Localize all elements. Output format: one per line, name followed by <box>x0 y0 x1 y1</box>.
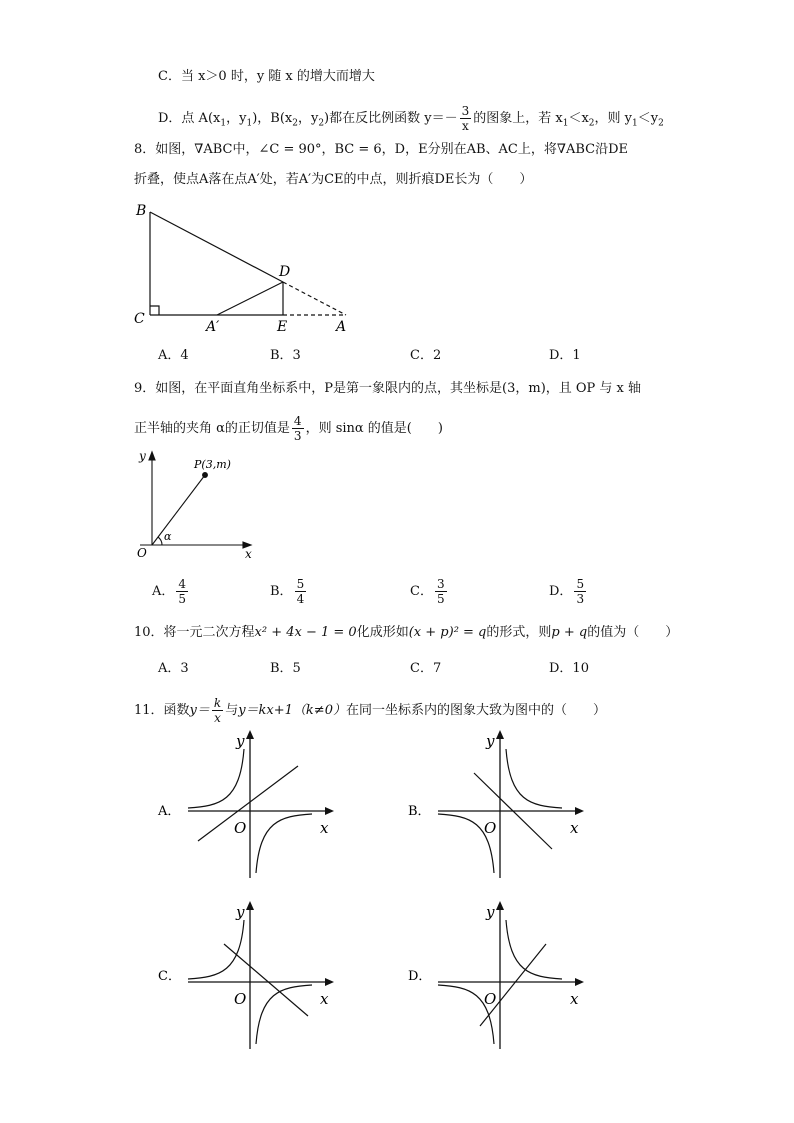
q11-stem: 11．函数y＝ $\frac{k}{x}$ 与y＝kx+1（k≠0）在同一坐标系内的图象大致为图中的（ ） <box>134 696 606 725</box>
q11-graph-d-hyperbola-right <box>506 920 562 979</box>
q11-graph-b-y-label: y <box>486 732 495 750</box>
q11-graph-b-o-label: O <box>484 819 497 837</box>
q11-graph-c-hyperbola-right <box>256 985 312 1044</box>
q9-option-c: C． $\frac{3}{5}$ <box>410 577 445 606</box>
q11-graph-d-x-label: x <box>570 990 579 1008</box>
q10-option-d: D．10 <box>549 661 589 676</box>
q11-graph-a-hyperbola-right <box>256 814 312 873</box>
q11-graph-c <box>188 901 334 1049</box>
q11-graph-b <box>438 730 584 878</box>
q9-option-b: B． $\frac{5}{4}$ <box>270 577 305 606</box>
q8-option-b: B．3 <box>270 348 301 363</box>
q9-label-p: P(3,m) <box>194 458 231 471</box>
q11-graph-d-y-label: y <box>486 903 495 921</box>
q8-option-d: D．1 <box>549 348 581 363</box>
q11-option-d-letter: D． <box>408 969 432 984</box>
fraction-3-over-x: $\frac{3}{x}$ <box>461 104 470 133</box>
q7-option-d: D．点 $A(x_1$，$y_1$)，$B(x_2$，$y_2$)都在反比例函数 y＝－ $\frac{3}{x}$ 的图象上，若 $x_1<x_2$，则 $y_1<y_2$ <box>158 104 664 133</box>
q11-graph-d-o-label: O <box>484 990 497 1008</box>
q8-label-d: D <box>279 264 291 280</box>
q11-graph-b-x-label: x <box>570 819 579 837</box>
q8-option-a: A．4 <box>158 348 189 363</box>
fraction-4-over-3: $\frac{4}{3}$ <box>293 414 302 443</box>
q11-graph-a-o-label: O <box>234 819 247 837</box>
q11-graph-d <box>438 901 584 1049</box>
q11-option-c-letter: C． <box>158 969 181 984</box>
q11-option-a-letter: A． <box>158 804 181 819</box>
q10-option-a: A．3 <box>158 661 189 676</box>
q8-label-c: C <box>134 311 145 327</box>
q9-label-x: x <box>245 547 252 561</box>
q11-graph-b-hyperbola-right <box>506 749 562 808</box>
q11-graph-d-line <box>480 944 546 1026</box>
q8-option-c: C．2 <box>410 348 442 363</box>
q9-stem-line2: 正半轴的夹角 α的正切值是 $\frac{4}{3}$ ，则 sinα 的值是( ) <box>134 414 443 443</box>
q11-graph-a <box>188 730 334 878</box>
q8-stem-line1: 8．如图，∇ABC中，∠C = 90°，BC = 6，D，E分别在AB、AC上，将∇ABC沿DE <box>134 142 628 157</box>
q11-graph-c-o-label: O <box>234 990 247 1008</box>
q11-option-b-letter: B． <box>408 804 431 819</box>
q10-option-b: B．5 <box>270 661 301 676</box>
q7-option-c: C．当 x＞0 时，y 随 x 的增大而增大 <box>158 69 375 84</box>
q11-graph-a-y-label: y <box>236 732 245 750</box>
q10-stem: 10．将一元二次方程x² + 4x − 1 = 0化成形如(x + p)² = q的形式，则p + q的值为（ ） <box>134 625 679 640</box>
q9-stem-line1: 9．如图，在平面直角坐标系中，P是第一象限内的点，其坐标是(3，m)，且 OP 与 x 轴 <box>134 381 642 396</box>
q11-graph-a-line <box>198 766 298 841</box>
fraction-k-over-x: $\frac{k}{x}$ <box>213 696 222 725</box>
q8-label-a: A <box>336 319 347 335</box>
q11-graph-c-hyperbola-left <box>188 920 244 979</box>
q10-option-c: C．7 <box>410 661 442 676</box>
q9-option-d: D． $\frac{5}{3}$ <box>549 577 585 606</box>
q9-label-alpha: α <box>164 530 172 543</box>
q8-label-b: B <box>136 203 147 219</box>
q11-graph-c-y-label: y <box>236 903 245 921</box>
q11-graph-a-hyperbola-left <box>188 749 244 808</box>
q8-stem-line2: 折叠，使点A落在点A′处，若A′为CE的中点，则折痕DE长为（ ） <box>134 172 533 187</box>
q9-option-a: A． $\frac{4}{5}$ <box>152 577 187 606</box>
q8-label-a1: A′ <box>206 319 220 335</box>
q9-label-o: O <box>137 546 147 560</box>
q11-graph-c-x-label: x <box>320 990 329 1008</box>
q11-graph-a-x-label: x <box>320 819 329 837</box>
q9-label-y: y <box>139 449 146 463</box>
q8-label-e: E <box>277 319 288 335</box>
